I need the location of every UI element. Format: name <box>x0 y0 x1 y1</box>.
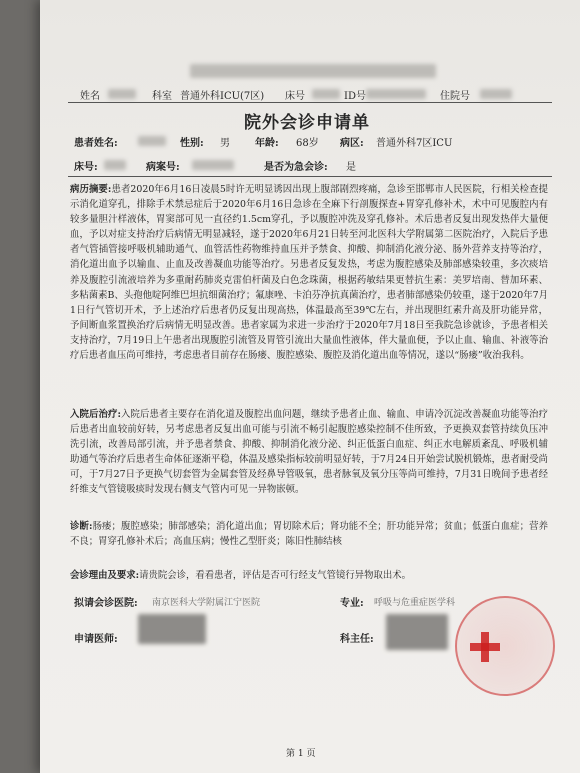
header-id-label: ID号 <box>344 91 366 102</box>
purpose-section <box>70 568 548 583</box>
history-label: 病历摘要: <box>70 184 112 195</box>
urgent-label: 是否为急会诊: <box>264 162 328 173</box>
purpose-text: 请贵院会诊，看看患者，评估是否可行经支气管镜行异物取出术。 <box>139 570 411 581</box>
header-ward-label: 科室 <box>152 91 172 102</box>
director-label: 科主任: <box>340 634 374 645</box>
header-ward-value: 普通外科ICU(7区) <box>180 91 265 102</box>
hospital-label: 拟请会诊医院: <box>74 598 138 609</box>
redacted-hospital-name <box>190 64 436 78</box>
specialty-label: 专业: <box>340 598 364 609</box>
treatment-section <box>70 407 548 498</box>
redacted-patient-name <box>138 136 166 146</box>
gender-value: 男 <box>220 138 230 149</box>
patient-name-label: 患者姓名: <box>74 138 118 149</box>
doctor-label: 申请医师: <box>74 634 118 645</box>
diagnosis-label: 诊断: <box>70 521 93 532</box>
redacted-name <box>108 89 136 99</box>
urgent-value: 是 <box>346 162 356 173</box>
treatment-text: 入院后患者主要存在消化道及腹腔出血问题，继续予患者止血、输血、申请冷沉淀改善凝血功能等治疗后患者出血较前好转，另考虑患者反复出血可能与引流不畅引起腹腔感染控制不佳所致，予更换双套管持续负压冲洗引流，改善局部引流，并予患者禁食、抑酸、抑制消化液分泌、纠正低蛋白血症、纠正水电解质紊乱、呼吸机辅助通气等治疗后患者生命体征逐渐平稳，体温及感染指标较前明显好转，于7月24日开始尝试脱机锻炼，患者耐受尚可，于7月27日予更换气切套管为金属套管及经鼻导管吸氧，患者脉氧及氧分压等尚可维持，7月31日晚间予患者经纤维支气管镜吸痰时发现右侧支气管内可见一异物嵌顿。 <box>70 409 548 496</box>
header-divider <box>68 102 552 103</box>
history-section <box>70 182 548 363</box>
header-admission-label: 住院号 <box>440 91 470 102</box>
document-sheet <box>40 0 580 773</box>
case-number-label: 病案号: <box>146 162 180 173</box>
age-label: 年龄: <box>255 138 279 149</box>
ward-label: 病区: <box>340 138 364 149</box>
purpose-label: 会诊理由及要求: <box>70 570 140 581</box>
redacted-doctor-signature <box>138 614 206 644</box>
treatment-label: 入院后治疗: <box>70 409 121 420</box>
redacted-case-number <box>192 160 234 170</box>
red-cross-icon <box>470 632 500 662</box>
hospital-value: 南京医科大学附属江宁医院 <box>152 598 261 608</box>
page-number: 第 1 页 <box>286 749 316 759</box>
specialty-value: 呼吸与危重症医学科 <box>374 598 456 608</box>
gender-label: 性别: <box>180 138 204 149</box>
patient-divider <box>68 176 552 177</box>
redacted-director-signature <box>386 614 448 650</box>
redacted-bed <box>312 89 340 99</box>
redacted-admission <box>480 89 512 99</box>
redacted-bed-number <box>104 160 126 170</box>
header-name-label: 姓名 <box>80 91 100 102</box>
page-title: 院外会诊申请单 <box>244 113 370 133</box>
diagnosis-section <box>70 519 548 549</box>
header-bed-label: 床号 <box>285 91 305 102</box>
diagnosis-text: 肠瘘；腹腔感染；肺部感染；消化道出血；胃切除术后；肾功能不全；肝功能异常；贫血；低蛋白血症；营养不良；胃穿孔修补术后；高血压病；慢性乙型肝炎；陈旧性肺结核 <box>70 521 548 548</box>
ward-value: 普通外科7区ICU <box>376 138 453 149</box>
age-value: 68岁 <box>296 138 319 149</box>
history-text: 患者2020年6月16日凌晨5时许无明显诱因出现上腹部剧烈疼痛，急诊至邯郸市人民医院，行相关检查提示消化道穿孔，排除手术禁忌症后于2020年6月16日急诊在全麻下行剖腹探查+胃穿孔修补术，术中可见腹腔内有较多量胆汁样液体，胃窦部可见一直径约1.5cm穿孔，予以腹腔冲洗及穿孔修补。术后患者反复出现发热伴大量便血，予以对症支持治疗后病情无明显减轻，遂于2020年6月21日转至河北医科大学附属第二医院治疗，入院后予患者气管插管接呼吸机辅助通气、血管活性药物维持血压并予禁食、抑酸、抑制消化液分泌、肠外营养支持等治疗，消化道出血予以输血、止血及改善凝血功能等治疗。另患者反复发热，考虑为腹腔感染及肺部感染较重，多次痰培养及腹腔引流液培养为多重耐药肺炎克雷伯杆菌及白色念珠菌，根据药敏结果更替抗生素：美罗培南、替加环素、多粘菌素B、头孢他啶阿维巴坦抗细菌治疗；氟康唑、卡泊芬净抗真菌治疗，患者肺部感染仍较重，遂于2020年7月1日行气管切开术，予上述治疗后患者仍反复出现高热，体温最高至39℃左右，并出现胆红素升高及肝功能异常，予间断血浆置换治疗后病情无明显改善。患者家属为求进一步治疗于2020年7月18日至我院急诊就诊，予患者相关支持治疗，7月19日上午患者出现腹腔引流管及胃管引流出大量血性液体，伴大量血便，予以止血、输血、补液等治疗后患者血压尚可维持，考虑患者目前存在肠瘘、腹腔感染、腹腔及消化道出血等情况，遂以“肠瘘”收治我科。 <box>70 184 548 362</box>
bed-label: 床号: <box>74 162 98 173</box>
redacted-id <box>366 89 426 99</box>
